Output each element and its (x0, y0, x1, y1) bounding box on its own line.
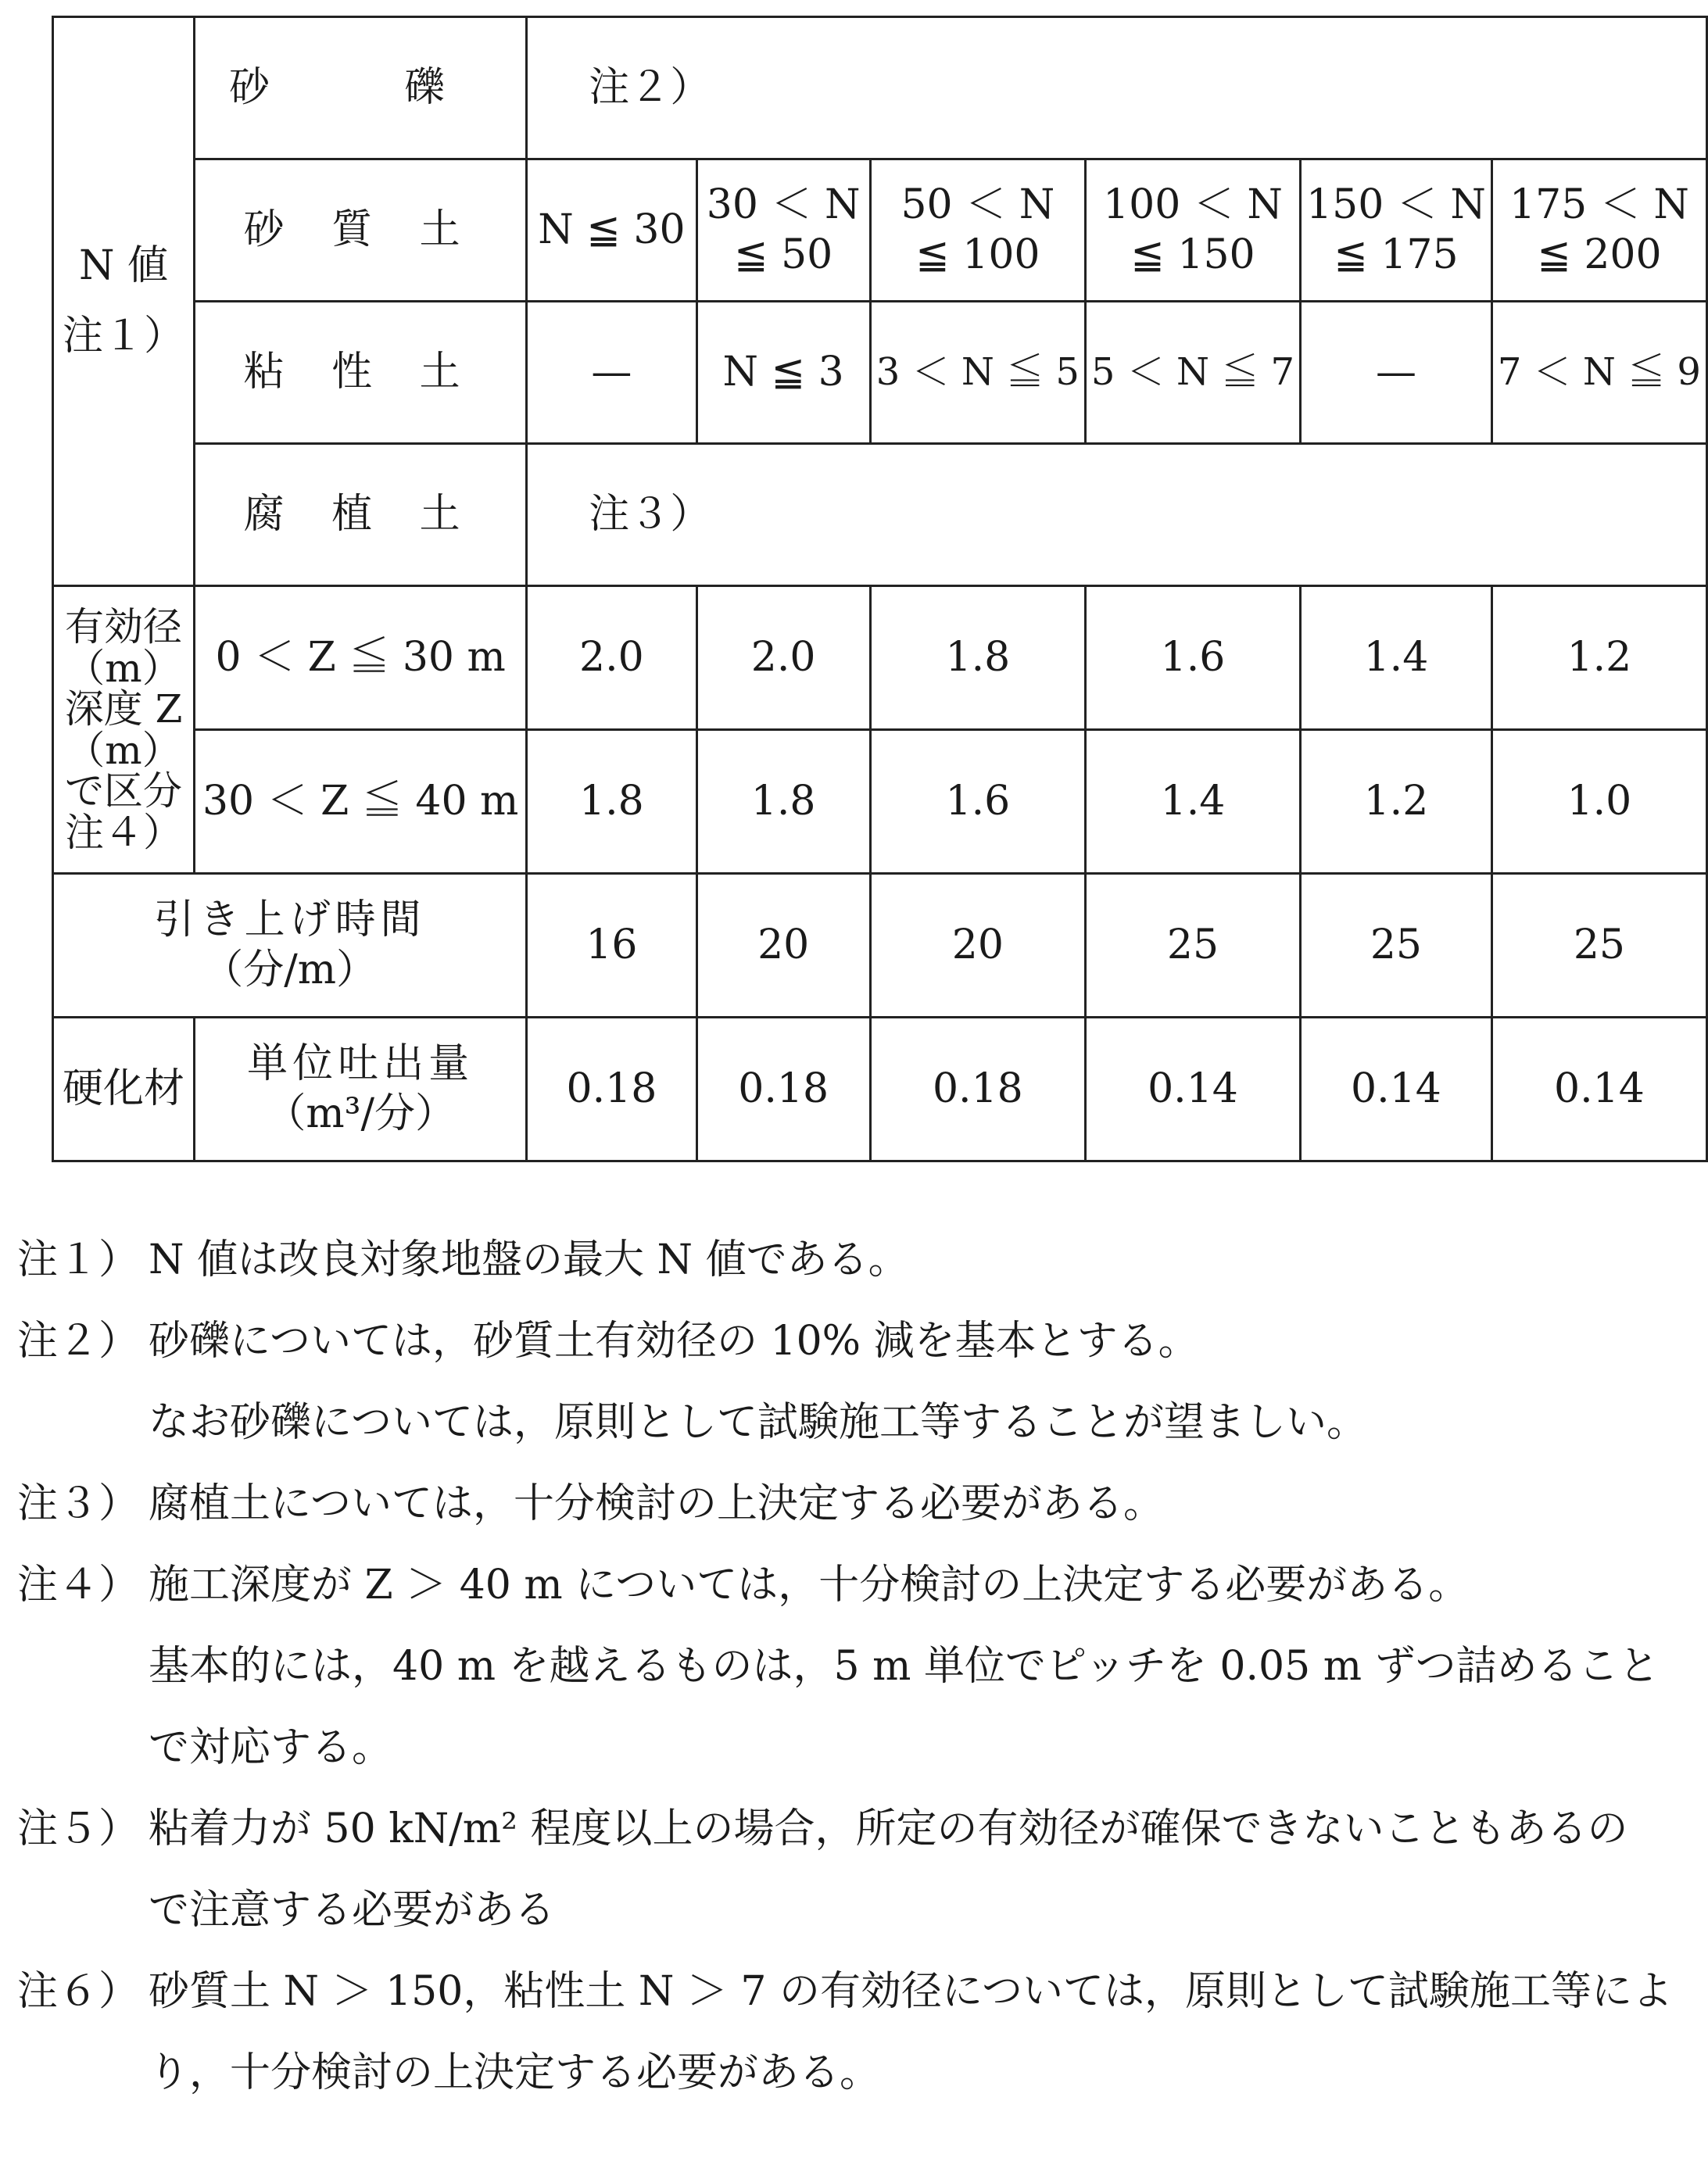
note-3 (17, 1463, 1698, 1544)
note-text: 砂礫については，砂質土有効径の 10% 減を基本とする。 (149, 1318, 1199, 1365)
note-text: で対応する。 (149, 1724, 393, 1771)
sandy-range-cell: 150 ＜ N ≦ 175 (1301, 159, 1492, 302)
soil-gravel: 砂 礫 (195, 17, 527, 159)
diameter-value: 1.6 (870, 730, 1085, 874)
n-value-note: 注１） (63, 312, 185, 360)
note-2 (17, 1301, 1698, 1463)
note-4 (17, 1544, 1698, 1788)
row-sandy (53, 159, 1707, 302)
row-depth-2 (53, 730, 1707, 874)
humus-note: 注３） (527, 444, 1707, 586)
note-5 (17, 1788, 1698, 1951)
note-text: 粘着力が 50 kN/m² 程度以上の場合，所定の有効径が確保できないこともあるの (149, 1805, 1628, 1852)
spec-table (52, 16, 1708, 1162)
sandy-range-cell: 50 ＜ N ≦ 100 (870, 159, 1085, 302)
row-pullup (53, 874, 1707, 1018)
soil-humus: 腐 植 土 (195, 444, 527, 586)
note-text: り，十分検討の上決定する必要がある。 (149, 2049, 881, 2096)
soil-clay: 粘 性 土 (195, 302, 527, 444)
pullup-value: 20 (696, 874, 870, 1018)
clay-range-cell: 3 ＜ N ≦ 5 (870, 302, 1085, 444)
diameter-value: 1.8 (696, 730, 870, 874)
pullup-value: 25 (1085, 874, 1300, 1018)
note-text: 施工深度が Z ＞ 40 m については，十分検討の上決定する必要がある。 (149, 1562, 1470, 1609)
row-hardener (53, 1018, 1707, 1161)
discharge-label: 単位吐出量 （m³/分） (195, 1018, 527, 1161)
note-label: 注１） (17, 1236, 140, 1283)
sandy-range-cell: 175 ＜ N ≦ 200 (1491, 159, 1706, 302)
note-text: 基本的には，40 m を越えるものは，5 m 単位でピッチを 0.05 m ずつ詰めること (149, 1643, 1660, 1690)
footnotes (17, 1219, 1698, 2113)
n-value-header (53, 17, 195, 586)
note-text: 腐植土については，十分検討の上決定する必要がある。 (149, 1480, 1164, 1527)
pullup-value: 16 (527, 874, 696, 1018)
note-label: 注４） (17, 1562, 140, 1609)
diameter-header: 有効径 （m） 深度 Z （m） で区分 注４） (53, 586, 195, 874)
depth-label: 30 ＜ Z ≦ 40 m (195, 730, 527, 874)
note-label: 注５） (17, 1805, 140, 1852)
depth-label: 0 ＜ Z ≦ 30 m (195, 586, 527, 730)
diameter-value: 1.4 (1301, 586, 1492, 730)
clay-range-cell: 5 ＜ N ≦ 7 (1085, 302, 1300, 444)
note-text: N 値は改良対象地盤の最大 N 値である。 (149, 1236, 909, 1283)
note-1 (17, 1219, 1698, 1301)
row-humus (53, 444, 1707, 586)
pullup-value: 25 (1491, 874, 1706, 1018)
note-text: 砂質土 N ＞ 150，粘性土 N ＞ 7 の有効径については，原則として試験施工等によ (149, 1968, 1674, 2015)
sandy-range-cell: 30 ＜ N ≦ 50 (696, 159, 870, 302)
pullup-value: 20 (870, 874, 1085, 1018)
discharge-value: 0.14 (1301, 1018, 1492, 1161)
discharge-value: 0.18 (696, 1018, 870, 1161)
row-depth-1 (53, 586, 1707, 730)
pullup-value: 25 (1301, 874, 1492, 1018)
discharge-value: 0.14 (1085, 1018, 1300, 1161)
note-label: 注６） (17, 1968, 140, 2015)
soil-sandy: 砂 質 土 (195, 159, 527, 302)
sandy-range-cell: 100 ＜ N ≦ 150 (1085, 159, 1300, 302)
diameter-value: 2.0 (527, 586, 696, 730)
diameter-value: 1.2 (1491, 586, 1706, 730)
diameter-value: 1.8 (527, 730, 696, 874)
row-clay (53, 302, 1707, 444)
note-text: で注意する必要がある (149, 1887, 556, 1934)
note-6 (17, 1951, 1698, 2113)
n-value-label: N 値 (79, 242, 169, 290)
hardener-group: 硬化材 (53, 1018, 195, 1161)
row-gravel (53, 17, 1707, 159)
discharge-value: 0.18 (870, 1018, 1085, 1161)
clay-range-cell: 7 ＜ N ≦ 9 (1491, 302, 1706, 444)
diameter-value: 1.4 (1085, 730, 1300, 874)
diameter-value: 1.8 (870, 586, 1085, 730)
note-label: 注３） (17, 1480, 140, 1527)
note-text: なお砂礫については，原則として試験施工等することが望ましい。 (149, 1399, 1367, 1446)
diameter-value: 2.0 (696, 586, 870, 730)
diameter-value: 1.6 (1085, 586, 1300, 730)
clay-range-cell: N ≦ 3 (696, 302, 870, 444)
discharge-value: 0.18 (527, 1018, 696, 1161)
clay-range-cell: — (527, 302, 696, 444)
diameter-value: 1.0 (1491, 730, 1706, 874)
discharge-value: 0.14 (1491, 1018, 1706, 1161)
diameter-value: 1.2 (1301, 730, 1492, 874)
gravel-note: 注２） (527, 17, 1707, 159)
note-label: 注２） (17, 1318, 140, 1365)
pullup-label: 引き上げ時間 （分/m） (53, 874, 527, 1018)
sandy-range-cell: N ≦ 30 (527, 159, 696, 302)
clay-range-cell: — (1301, 302, 1492, 444)
